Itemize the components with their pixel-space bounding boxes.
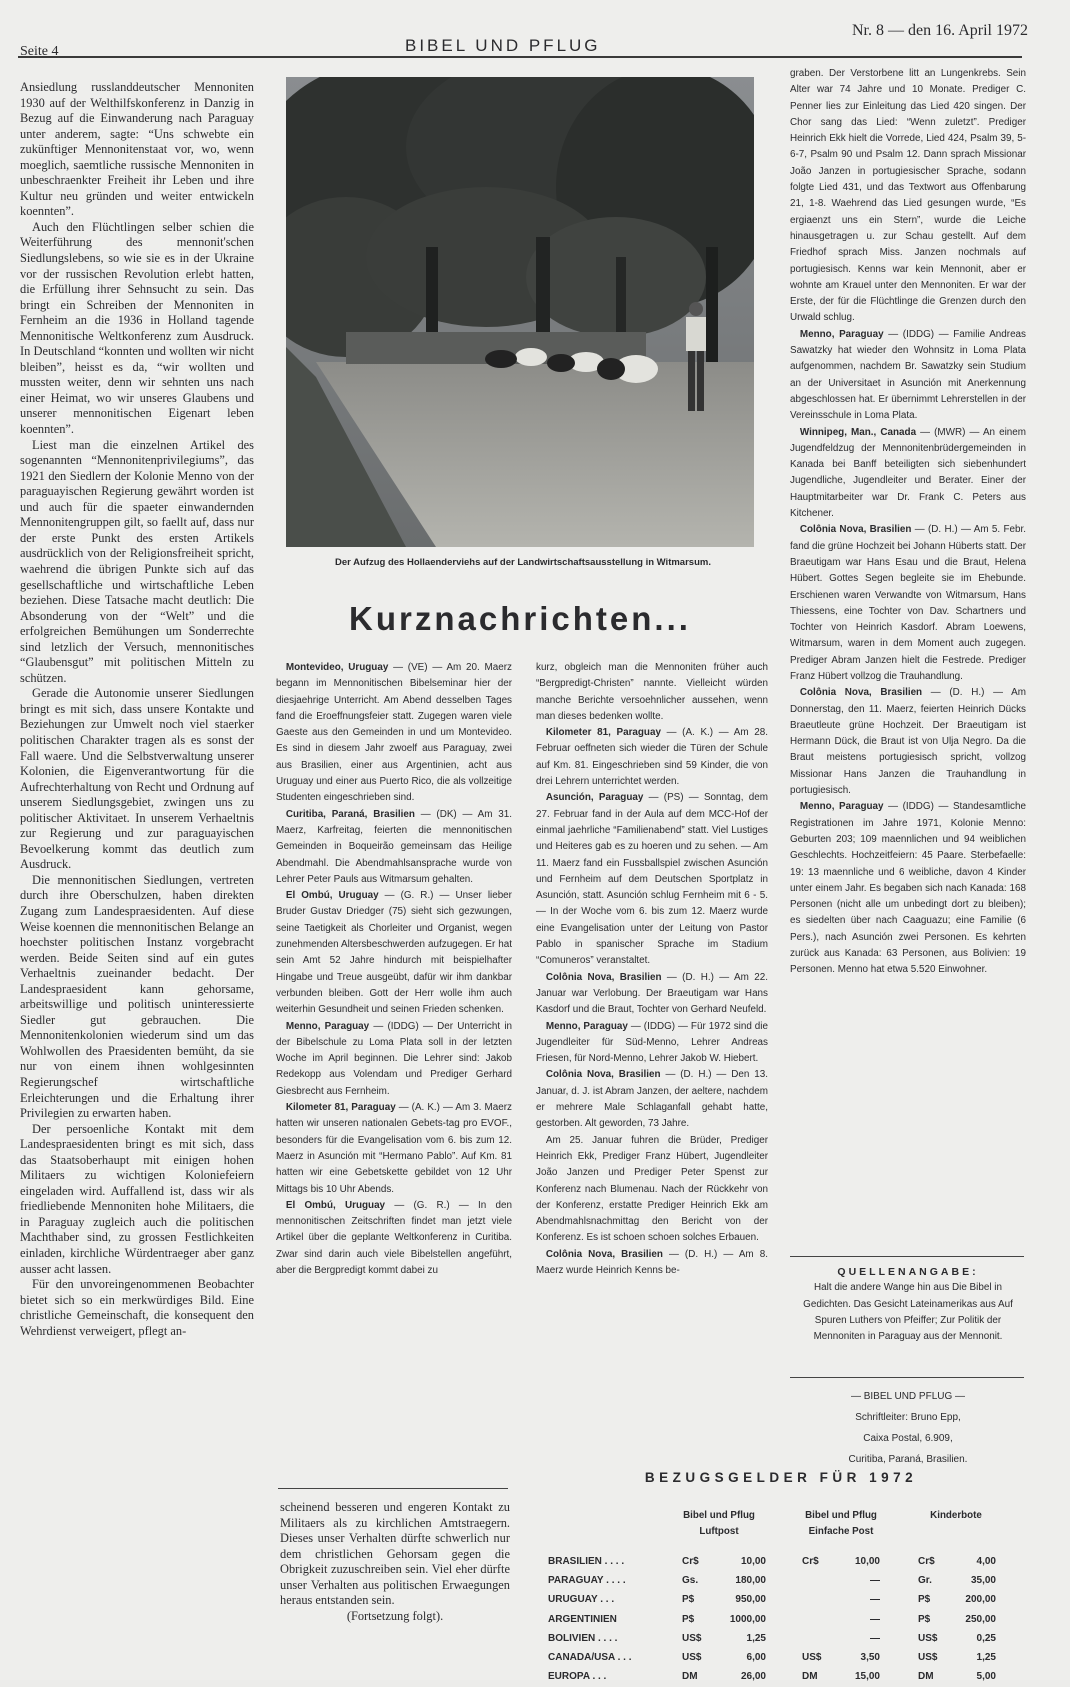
price-cell: 3,50 — [860, 1652, 880, 1663]
news-text: Am 25. Januar fuhren die Brüder, Prediger Heinrich Ekk, Prediger Franz Hübert, Jugendleiter João Janzen und Prediger Peter Spenst zur Konferenz nach Blumenau. Nach der Rückkehr von der Konferenz, erstatte Prediger Heinrich Ekk am Abendmahlsnachmittag den Bericht von der Konferenz. Es ist schoen schoen solches Erbauen. — [536, 1134, 768, 1244]
news-text: Familie Andreas Sawatzky hat wieder den Wohnsitz in Loma Plata aufgenommen, nachdem Br. Sawatzky sein Studium an der Universitaet in Asunción mit Anerkennung abgeschlossen hat. Er übernimmt Lehrerstellen in der Vereinsschule in Loma Plata. — [790, 328, 1026, 422]
subscription-title: BEZUGSGELDER FÜR 1972 — [644, 1470, 918, 1485]
news-dateline: Kilometer 81, Paraguay — [285, 1102, 396, 1114]
sources-title: QUELLENANGABE: — [837, 1266, 979, 1278]
currency-cell: Cr$ — [918, 1556, 935, 1567]
column-divider — [278, 1488, 508, 1489]
quellen-rule-bottom — [790, 1377, 1024, 1378]
subscription-row — [548, 1633, 1018, 1649]
country-cell: EUROPA . . . — [548, 1671, 607, 1683]
article-paragraph: scheinend besseren und engeren Kontakt zu Militaers als zu kirchlichen Amtstraegern. Dieses unser Verhalten dürfte schwerlich nur dem christlichen Gehorsam gegen die Obrigkeit zuzuschreiben sein. Viel eher dürfte unser Verhalten aus politischen Erwaegungen heraus entstanden sein. — [280, 1500, 510, 1608]
currency-cell: P$ — [682, 1594, 695, 1606]
news-item: Kilometer 81, Paraguay — (A. K.) — Am 3. Maerz hatten wir unseren nationalen Gebets-tag pro EVOF., besonders für die Evangelisation vom 6. bis zum 12. Maerz in Asunción mit “Hermano Pablo”. Auf Km. 81 hatten wir eine Gebetskette gebildet von 12 Uhr Mittags bis 10 Uhr Abends. — [276, 1102, 512, 1195]
currency-cell: DM — [802, 1671, 818, 1683]
currency-cell: P$ — [682, 1613, 695, 1625]
price-cell: 4,00 — [976, 1556, 996, 1567]
subscription-row — [548, 1614, 1018, 1630]
article-paragraph: Die mennonitischen Siedlungen, vertreten durch ihre Oberschulzen, haben direkten Zugang zum Landespraesidenten. Auf diese Weise koennen die mennonitischen Belange an hoechster politischen Instanz vorgebracht werden. Beide Seiten sind auf ein gutes Verhaeltnis zueinander bedacht. Der Landespraesident kann gehorsame, arbeitswillige und politisch uninteressierte Siedler gut gebrauchen. Die Mennonitenkolonien wiederum sind um das Wohlwollen des Praesidenten bemüht, da sie nur von einem ihnen wohlgesinnten Regierungschef wirtschaftliche Erleichterungen und die Erhaltung ihrer Privilegien zu erwarten haben. — [20, 872, 254, 1121]
news-column-2 — [276, 660, 512, 1279]
news-item: Colônia Nova, Brasilien — (D. H.) — Am 8. Maerz wurde Heinrich Kenns be- — [536, 1248, 768, 1276]
subscription-head-airmail: Bibel und Pflug Luftpost — [683, 1510, 755, 1537]
news-text: Am 20. Maerz begann im Mennonitischen Bibelseminar hier der diesjaehrige Unterricht. Am Abend desselben Tages fand die Eroeffnungsfeier statt. Zugegen waren viele Gaeste aus den Gemeinden in und um Montevideo. Es sind in diesem Jahr zwoelf aus Paraguay, zwei aus Brasilien, einer aus Argentinien, acht aus Uruguay und einer aus Puerto Rico, die als vollzeitige Studenten eingeschrieben sind. — [276, 662, 512, 804]
price-cell: 180,00 — [735, 1575, 766, 1587]
price-cell: — — [870, 1613, 880, 1625]
price-cell: — — [870, 1594, 880, 1606]
country-cell: URUGUAY . . . — [548, 1594, 615, 1606]
news-item: Colônia Nova, Brasilien — (D. H.) — Am Donnerstag, den 11. Maerz, feierten Heinrich Dücks Braeutleute grüne Hochzeit. Der Braeutigam ist Hermann Dück, die Braut ist von Ulja Negro. Da die Braut meistens portugiesisch spricht, vollzog Missionar Hans Janzen die Trauhandlung in portugiesisch. — [790, 687, 1026, 797]
article-paragraph: Gerade die Autonomie unserer Siedlungen bringt es mit sich, dass unsere Kontakte und Beziehungen zur Umwelt noch viel staerker politischen Charakter tragen als es sonst der Fall waere. Und die Selbstverwaltung unserer Kolonien, die Eigenverantwortung für die Aufrechterhaltung von Recht und Ordnung auf unserem Siedlungsgebiet, zwingen uns zu politischer Aktivitaet. In unserem Verhaeltnis zur Regierung und zur paraguayischen Bevoelkerung kommt das deutlich zum Ausdruck. — [20, 686, 254, 872]
currency-cell: US$ — [918, 1652, 938, 1663]
section-title: Kurznachrichten... — [349, 600, 691, 637]
price-cell: 1000,00 — [729, 1613, 766, 1625]
price-cell: 250,00 — [965, 1613, 996, 1625]
news-dateline: Colônia Nova, Brasilien — [799, 687, 923, 699]
news-item: Winnipeg, Man., Canada — (MWR) — An einem Jugendfeldzug der Mennonitenbrüdergemeinden in Kanada bei Banff beteiligten sich siebenhundert Jugendliche, Jugendleiter und Berater. Einer der Hauptmitarbeiter war Dr. Frank C. Peters aus Kitchener. — [790, 426, 1027, 520]
news-source: (IDDG) — [902, 801, 934, 813]
currency-cell: US$ — [682, 1632, 702, 1644]
news-source: (A. K.) — [411, 1102, 440, 1114]
cattle-parade-photo — [286, 77, 754, 547]
subscription-row — [548, 1594, 1018, 1610]
price-cell: 10,00 — [740, 1556, 766, 1567]
news-text: Standesamtliche Registrationen im Jahre 1971, Kolonie Menno: Geburten 203; 109 maennlichen und 94 weiblichen Geschlechts. Hochzeitfeiern: 45 Paare. Sterbefaelle: 19: 13 maennliche und 6 weibliche, davon 4 Kinder unter einem Jahr. Es begaben sich nach Kanada: 168 Personen (nicht alle um unbedingt dort zu bleiben); es siedelten über nach Caaguazu; eine Familie (6 Pers.), nach Asunción zwei Personen. Es kehrten zurück aus Kanada: 63 Personen, aus Bolivien: 19 Personen. Menno hat etwa 5.520 Einwohner. — [790, 801, 1026, 976]
news-item: Colônia Nova, Brasilien — (D. H.) — Am 22. Januar war Verlobung. Der Braeutigam war Hans Kasdorf und die Braut, Tochter von Gerhard Neufeld. — [536, 971, 768, 1016]
news-source: (IDDG) — [643, 1020, 676, 1032]
news-column-3 — [536, 660, 768, 1279]
article-paragraph: Liest man die einzelnen Artikel des sogenannten “Mennonitenprivilegiums”, das 1921 den Siedlern der Kolonie Menno von der paraguayischen Regierung gewährt worden ist und auch für die spaeter einwandernden Mennonitengruppen gilt, so faellt auf, dass nur der erste Punkt des ersten Artikels ausdrücklich von der Religionsfreiheit spricht, waehrend die übrigen Punkte sich auf das gesellschaftliche und wirtschaftliche Leben beziehen. Diese Tatsache macht deutlich: Die Absonderung von der “Welt” und die erfolgreichen Bemühungen um Sonderrechte sind letzlich der Versuch, mennonitisches “Glaubensgut” mit politischen Mitteln zu schützen. — [20, 437, 254, 685]
impressum-box: Caixa Postal, 6.909, — [863, 1433, 953, 1444]
news-item: Colônia Nova, Brasilien — (D. H.) — Den 13. Januar, d. J. ist Abram Janzen, der aeltere, nachdem er mehrere Male Schlaganfall gehabt hatte, gestorben. Alt geworden, 73 Jahre. — [536, 1069, 768, 1130]
news-item: Montevideo, Uruguay — (VE) — Am 20. Maerz begann im Mennonitischen Bibelseminar hier der diesjaehrige Unterricht. Am Abend desselben Tages fand die Eroeffnungsfeier statt. Zugegen waren viele Gaeste aus den Gemeinden in und um Montevideo. Es sind in diesem Jahr zwoelf aus Paraguay, zwei aus Brasilien, einer aus Argentinien, acht aus Uruguay und einer aus Puerto Rico, die als vollzeitige Studenten eingeschrieben sind. — [276, 662, 512, 804]
news-text: Am 5. Febr. fand die grüne Hochzeit bei Johann Hüberts statt. Der Braeutigam war Hans Esau und die Braut, Helena Hübert. Gottes Segen begleite sie im Ehebunde. Erschienen waren Verwandte von Witmarsum, Hans Thiessens, eine Tochter von Dav. Schartners und Tochter von Heinrich Kasdorf. Abram Loewens, Witmarsum, waren in dem Moment auch zugegen. Prediger Abram Janzen hielt die Festrede. Prediger Franz Hübert vollzog die Trauhandlung. — [790, 524, 1026, 682]
article-paragraph: Auch den Flüchtlingen selber schien die Weiterführung des mennonit'schen Siedlungslebens, so wie sie es in der Ukraine vor der russischen Revolution erlebt hatten, die Erfüllung ihrer Sehnsucht zu sein. Das bringt ein Schreiben der Mennoniten in Fernheim an die 1936 in Holland tagende Mennonitische Weltkonferenz zum Ausdruck. In Deutschland “konnten und wollten wir nicht bleiben”, heisst es da, “wir wollten und mussten weiter, denn wir sehnten uns nach einer Heimat, wo wir unseres Glaubens und unserer mennonitischen Eigenart leben koennten”. — [20, 219, 254, 437]
country-cell: BRASILIEN . . . . — [548, 1556, 625, 1567]
country-cell: PARAGUAY . . . . — [548, 1575, 626, 1587]
news-dateline: Colônia Nova, Brasilien — [799, 524, 912, 536]
price-cell: — — [870, 1575, 880, 1587]
news-text: Am 28. Februar oeffneten sich wieder die Türen der Schule auf Km. 81. Eingeschrieben sind 59 Kinder, die von drei Lehrern unterrichtet werden. — [536, 727, 768, 788]
news-dateline: Menno, Paraguay — [799, 328, 884, 340]
currency-cell: US$ — [802, 1652, 822, 1663]
currency-cell: DM — [682, 1671, 698, 1683]
currency-cell: Gr. — [918, 1575, 932, 1587]
news-item — [536, 1133, 768, 1247]
price-cell: 950,00 — [735, 1594, 766, 1606]
page-number: Seite 4 — [20, 44, 59, 59]
price-cell: 5,00 — [976, 1671, 996, 1683]
news-dateline: Menno, Paraguay — [285, 1020, 370, 1032]
news-dateline: Colônia Nova, Brasilien — [545, 971, 662, 983]
price-cell: 1,25 — [746, 1632, 766, 1644]
currency-cell: US$ — [918, 1632, 938, 1644]
news-dateline: Kilometer 81, Paraguay — [545, 727, 661, 739]
sources-text: Halt die andere Wange hin aus Die Bibel in Gedichten. Das Gesicht Lateinamerikas aus Auf Spuren Luthers von Pfeiffer; Zur Politik der Mennoniten in Paraguay aus der Mennonit. — [803, 1282, 1013, 1343]
news-source: (D. H.) — [949, 687, 985, 699]
news-dateline: El Ombú, Uruguay — [285, 1199, 386, 1211]
price-cell: 35,00 — [970, 1575, 996, 1587]
article-continuation — [280, 1500, 510, 1624]
country-cell: CANADA/USA . . . — [548, 1652, 632, 1663]
news-text: Unser lieber Bruder Gustav Driedger (75) sieht sich gezwungen, seine Taetigkeit als Chorleiter und Organist, wegen zunehmenden Altersbeschwerden aufzugegen. Er hat sein Amt 52 Jahre hindurch mit beispielhafter Hingabe und Treue ausgeübt, dafür wir ihm dankbar verbunden bleiben. Gott der Herr wolle ihm auch weiterhin Gesundheit und seinen Frieden schenken. — [276, 890, 512, 1016]
news-source: (G. R.) — [413, 1199, 450, 1211]
price-cell: 10,00 — [854, 1556, 880, 1567]
impressum-editor: Schriftleiter: Bruno Epp, — [855, 1412, 961, 1423]
subscription-row — [548, 1575, 1018, 1591]
news-source: (VE) — [407, 662, 428, 673]
currency-cell: P$ — [918, 1613, 931, 1625]
photo-illustration — [286, 77, 754, 547]
news-dateline: El Ombú, Uruguay — [285, 890, 379, 902]
news-source: (IDDG) — [902, 328, 935, 340]
article-column — [20, 80, 254, 1339]
price-cell: 6,00 — [746, 1652, 766, 1663]
news-text: graben. Der Verstorbene litt an Lungenkrebs. Sein Alter war 74 Jahre und 10 Monate. Prediger C. Penner lies zur Einleitung das Lied 420 singen. Der Chor sang das Lied: “Wenn zuletzt”. Prediger Heinrich Ekk hielt die Vorrede, Lied 424, Psalm 39, 5-6-7, Psalm 90 und Psalm 12. Dann sprach Missionar João Janzen in portugiesischer Sprache, sodann folgte Lied 431, und das Textwort aus Offenbarung 21, 1-8. Waehrend das Lied gesungen wurde, “Es ergiaenzt uns ein Stern”, wurde die Leiche hinausgetragen u. zur Schau gestellt. Auf dem Friedhof sprach Miss. Janzen nochmals auf portugiesisch. Kenns war kein Mennonit, aber er wohnte am Krauel unter den Mennoniten. Er war der Erste, der für die Flüchtlinge die Grenzen durch den Urwald schlug. — [790, 68, 1026, 324]
article-paragraph: Für den unvoreingenommenen Beobachter bietet sich so ein merkwürdiges Bild. Eine christliche Gemeinschaft, die konsequent den Wehrdienst verweigert, pflegt an- — [20, 1277, 254, 1338]
news-source: (D. H.) — [684, 1248, 718, 1260]
sources-box — [790, 1264, 1026, 1345]
quellen-rule-top — [790, 1256, 1024, 1257]
news-source: (G. R.) — [400, 890, 434, 902]
price-cell: 15,00 — [854, 1671, 880, 1683]
issue-date: Nr. 8 — den 16. April 1972 — [852, 22, 1028, 39]
news-item: Curitiba, Paraná, Brasilien — (DK) — Am 31. Maerz, Karfreitag, feierten die mennonitischen Gemeinden in Boqueirão gemeinsam das Heilige Abendmahl. Die Abendmahlsansprache wurde von Lehrer Peter Pauls aus Witmarsum gehalten. — [276, 808, 512, 885]
price-cell: 200,00 — [965, 1594, 996, 1606]
news-source: (D. H.) — [682, 971, 714, 983]
news-dateline: Montevideo, Uruguay — [285, 662, 389, 673]
news-text: Am 31. Maerz, Karfreitag, feierten die mennonitischen Gemeinden in Boqueirão gemeinsam das Heilige Abendmahl. Die Abendmahlsansprache wurde von Lehrer Peter Pauls aus Witmarsum gehalten. — [276, 808, 512, 885]
news-item: Colônia Nova, Brasilien — (D. H.) — Am 5. Febr. fand die grüne Hochzeit bei Johann Hüberts statt. Der Braeutigam war Hans Esau und die Braut, Helena Hübert. Gottes Segen begleite sie im Ehebunde. Erschienen waren Verwandte von Witmarsum, Hans Thiessens, eine Tochter von Dav. Schartners und Tochter von Heinrich Kasdorf. Abram Loewens, Witmarsum, waren in dem Moment auch zugegen. Prediger Abram Janzen hielt die Festrede. Prediger Franz Hübert vollzog die Trauhandlung. — [790, 524, 1026, 682]
news-text: Sonntag, dem 27. Februar fand in der Aula auf dem MCC-Hof der einmal jaehrliche “Familienabend” statt. Viel Lustiges und Heiteres gab es zu hoeren und zu sehen. — Am 11. Maerz fand ein Fussballspiel zwischen Asunción und Fernheim auf dem Deutschen Sportplatz in Asunción, statt. Asunción schlug Fernheim mit 6 - 5. — In der Woche vom 6. bis zum 12. Maerz wurde eine Evangelisation unter der Leitung von Pastor Pablo in spanischer Sprache im Stadium “Comuneros” veranstaltet. — [536, 792, 768, 967]
subscription-row — [548, 1652, 1018, 1668]
news-source: (MWR) — [934, 426, 966, 438]
news-item — [790, 66, 1026, 327]
news-source: (DK) — [436, 808, 457, 820]
page-header — [20, 22, 1028, 59]
news-item: Menno, Paraguay — (IDDG) — Für 1972 sind die Jugendleiter für Süd-Menno, Lehrer Andreas Friesen, für Nord-Menno, Lehrer Jakob W. Hiebert. — [536, 1020, 768, 1065]
news-text: kurz, obgleich man die Mennoniten früher auch “Bergpredigt-Christen” nannte. Vielleicht würden manche Berichte versoehnlicher aussehen, wenn man dieses bedenken wollte. — [536, 662, 768, 722]
price-cell: — — [870, 1632, 880, 1644]
news-dateline: Winnipeg, Man., Canada — [799, 426, 917, 438]
news-dateline: Menno, Paraguay — [545, 1020, 628, 1032]
news-source: (D. H.) — [680, 1069, 712, 1081]
news-dateline: Menno, Paraguay — [799, 801, 884, 813]
subscription-row — [548, 1671, 1018, 1687]
currency-cell: Gs. — [682, 1575, 699, 1587]
news-source: (D. H.) — [928, 524, 958, 536]
news-source: (A. K.) — [682, 727, 714, 739]
news-item: El Ombú, Uruguay — (G. R.) — Unser lieber Bruder Gustav Driedger (75) sieht sich gezwungen, seine Taetigkeit als Chorleiter und Organist, wegen zunehmenden Altersbeschwerden aufzugegen. Er hat sein Amt 52 Jahre hindurch mit beispielhafter Hingabe und Treue ausgeübt, dafür wir ihm dankbar verbunden bleiben. Gott der Herr wolle ihm auch weiterhin Gesundheit und seinen Frieden schenken. — [276, 890, 512, 1016]
news-text: An einem Jugendfeldzug der Mennonitenbrüdergemeinden in Kanada bei Banff beteiligten sich siebenhundert Jugendliche, Jugendleiter und Berater. Einer der Hauptmitarbeiter war Dr. Frank C. Peters aus Kitchener. — [790, 426, 1027, 520]
news-item: Menno, Paraguay — (IDDG) — Familie Andreas Sawatzky hat wieder den Wohnsitz in Loma Plata aufgenommen, nachdem Br. Sawatzky sein Studium an der Universitaet in Asunción mit Anerkennung abgeschlossen hat. Er übernimmt Lehrerstellen in der Vereinsschule in Loma Plata. — [790, 328, 1026, 422]
photo-caption: Der Aufzug des Hollaenderviehs auf der Landwirtschaftsausstellung in Witmarsum. — [335, 557, 711, 568]
news-text: Am 3. Maerz hatten wir unseren nationalen Gebets-tag pro EVOF., besonders für die Evangelisation vom 6. bis zum 12. Maerz in Asunción mit “Hermano Pablo”. Auf Km. 81 hatten wir eine Gebetskette gebildet von 12 Uhr Mittags bis 10 Uhr Abends. — [276, 1102, 512, 1195]
country-cell: BOLIVIEN . . . . — [548, 1632, 618, 1644]
news-text: Am 8. Maerz wurde Heinrich Kenns be- — [536, 1248, 768, 1276]
news-item — [536, 660, 768, 725]
currency-cell: US$ — [682, 1652, 702, 1663]
news-source: (PS) — [663, 792, 684, 804]
news-text: Den 13. Januar, d. J. ist Abram Janzen, der aeltere, nachdem er mehrere Male Schlaganfall gehabt hatte, gestorben. Alt geworden, 73 Jahre. — [536, 1069, 768, 1130]
news-column-4 — [790, 66, 1026, 979]
impressum-title: — BIBEL UND PFLUG — — [850, 1391, 966, 1402]
news-dateline: Asunción, Paraguay — [545, 792, 644, 804]
news-text: In den mennonitischen Zeitschriften findet man jetzt viele Artikel über die geplante Weltkonferenz in Curitiba. Zwar sind darin auch viele Bibelstellen angeführt, aber die Bergpredigt kommt dabei zu — [276, 1199, 512, 1276]
price-cell: 26,00 — [740, 1671, 766, 1683]
currency-cell: Cr$ — [802, 1556, 819, 1567]
article-paragraph: Ansiedlung russlanddeutscher Mennoniten 1930 auf der Welthilfskonferenz in Danzig in Bezug auf die Einwanderung nach Paraguay unter anderem, sagte: “Uns schwebte ein zukünftiger Mennonitenstaat vor, wo, wenn moeglich, saemtliche russische Mennoniten in unbeschraenkter Freiheit ihr Leben und ihre Kultur neu gründen und weiter entwickeln koennten”. — [20, 80, 254, 219]
country-cell: ARGENTINIEN — [548, 1613, 617, 1625]
currency-cell: DM — [918, 1671, 934, 1683]
news-dateline: Curitiba, Paraná, Brasilien — [285, 808, 415, 820]
currency-cell: P$ — [918, 1594, 931, 1606]
news-source: (IDDG) — [387, 1020, 419, 1032]
news-dateline: Colônia Nova, Brasilien — [545, 1248, 663, 1260]
impressum — [790, 1386, 1026, 1470]
news-text: Am 22. Januar war Verlobung. Der Braeutigam war Hans Kasdorf und die Braut, Tochter von Gerhard Neufeld. — [536, 971, 768, 1016]
news-item: Menno, Paraguay — (IDDG) — Standesamtliche Registrationen im Jahre 1971, Kolonie Menno: Geburten 203; 109 maennlichen und 94 weiblichen Geschlechts. Hochzeitfeiern: 45 Paare. Sterbefaelle: 19: 13 maennliche und 6 weibliche, davon 4 Kinder unter einem Jahr. Es begaben sich nach Kanada: 168 Personen (nicht alle um unbedingt dort zu bleiben); es siedelten über nach Caaguazu; eine Familie (6 Pers.), nach Asunción zwei Personen. Es kehrten zurück aus Kanada: 63 Personen, aus Bolivien: 19 Personen. Menno hat etwa 5.520 Einwohner. — [790, 801, 1026, 976]
price-cell: 0,25 — [976, 1632, 996, 1644]
price-cell: 1,25 — [976, 1652, 996, 1663]
news-text: Am Donnerstag, den 11. Maerz, feierten Heinrich Dücks Braeutleute grüne Hochzeit. Der Braeutigam ist Hermann Dück, die Braut ist von Ulja Negro. Da die Braut meistens portugiesisch spricht, vollzog Missionar Hans Janzen die Trauhandlung in portugiesisch. — [790, 687, 1026, 797]
header-rule — [18, 56, 1022, 58]
news-item: El Ombú, Uruguay — (G. R.) — In den mennonitischen Zeitschriften findet man jetzt viele Artikel über die geplante Weltkonferenz in Curitiba. Zwar sind darin auch viele Bibelstellen angeführt, aber die Bergpredigt kommt dabei zu — [276, 1199, 512, 1276]
subscription-head-kinderbote: Kinderbote — [930, 1510, 982, 1521]
news-item: Kilometer 81, Paraguay — (A. K.) — Am 28. Februar oeffneten sich wieder die Türen der Schule auf Km. 81. Eingeschrieben sind 59 Kinder, die von drei Lehrern unterrichtet werden. — [536, 727, 768, 788]
article-paragraph: Der persoenliche Kontakt mit dem Landespraesidenten bringt es mit sich, dass das Staatsoberhaupt mit einigen hohen Militaers zu wichtigen Koloniefeiern eingeladen wird. Auffallend ist, dass wir als friedliebende Mennoniten hohe Militaers, die in Paraguay zugleich auch die politischen Machthaber sind, zu grossen Festlichkeiten einladen, kirchliche Würdentraeger aber ganz ausser acht lassen. — [20, 1121, 254, 1276]
continued-note: (Fortsetzung folgt). — [346, 1608, 444, 1623]
subscription-head-surface: Bibel und Pflug Einfache Post — [805, 1510, 877, 1537]
news-item: Asunción, Paraguay — (PS) — Sonntag, dem 27. Februar fand in der Aula auf dem MCC-Hof der einmal jaehrliche “Familienabend” statt. Viel Lustiges und Heiteres gab es zu hoeren und zu sehen. — Am 11. Maerz fand ein Fussballspiel zwischen Asunción und Fernheim auf dem Deutschen Sportplatz in Asunción, statt. Asunción schlug Fernheim mit 6 - 5. — In der Woche vom 6. bis zum 12. Maerz wurde eine Evangelisation unter der Leitung von Pastor Pablo in spanischer Sprache im Stadium “Comuneros” veranstaltet. — [536, 792, 768, 967]
masthead: BIBEL UND PFLUG — [405, 36, 601, 55]
subscription-row — [548, 1556, 1018, 1572]
news-text: Der Unterricht in der Bibelschule zu Loma Plata soll in der letzten Woche im April beginnen. Die Lehrer sind: Jakob Redekopp aus Volendam und Prediger Gerhard Giesbrecht aus Fernheim. — [276, 1020, 512, 1097]
news-dateline: Colônia Nova, Brasilien — [545, 1069, 661, 1081]
impressum-city: Curitiba, Paraná, Brasilien. — [848, 1454, 968, 1465]
news-text: Für 1972 sind die Jugendleiter für Süd-Menno, Lehrer Andreas Friesen, für Nord-Menno, Lehrer Jakob W. Hiebert. — [536, 1020, 768, 1065]
news-item: Menno, Paraguay — (IDDG) — Der Unterricht in der Bibelschule zu Loma Plata soll in der letzten Woche im April beginnen. Die Lehrer sind: Jakob Redekopp aus Volendam und Prediger Gerhard Giesbrecht aus Fernheim. — [276, 1020, 512, 1097]
currency-cell: Cr$ — [682, 1556, 699, 1567]
